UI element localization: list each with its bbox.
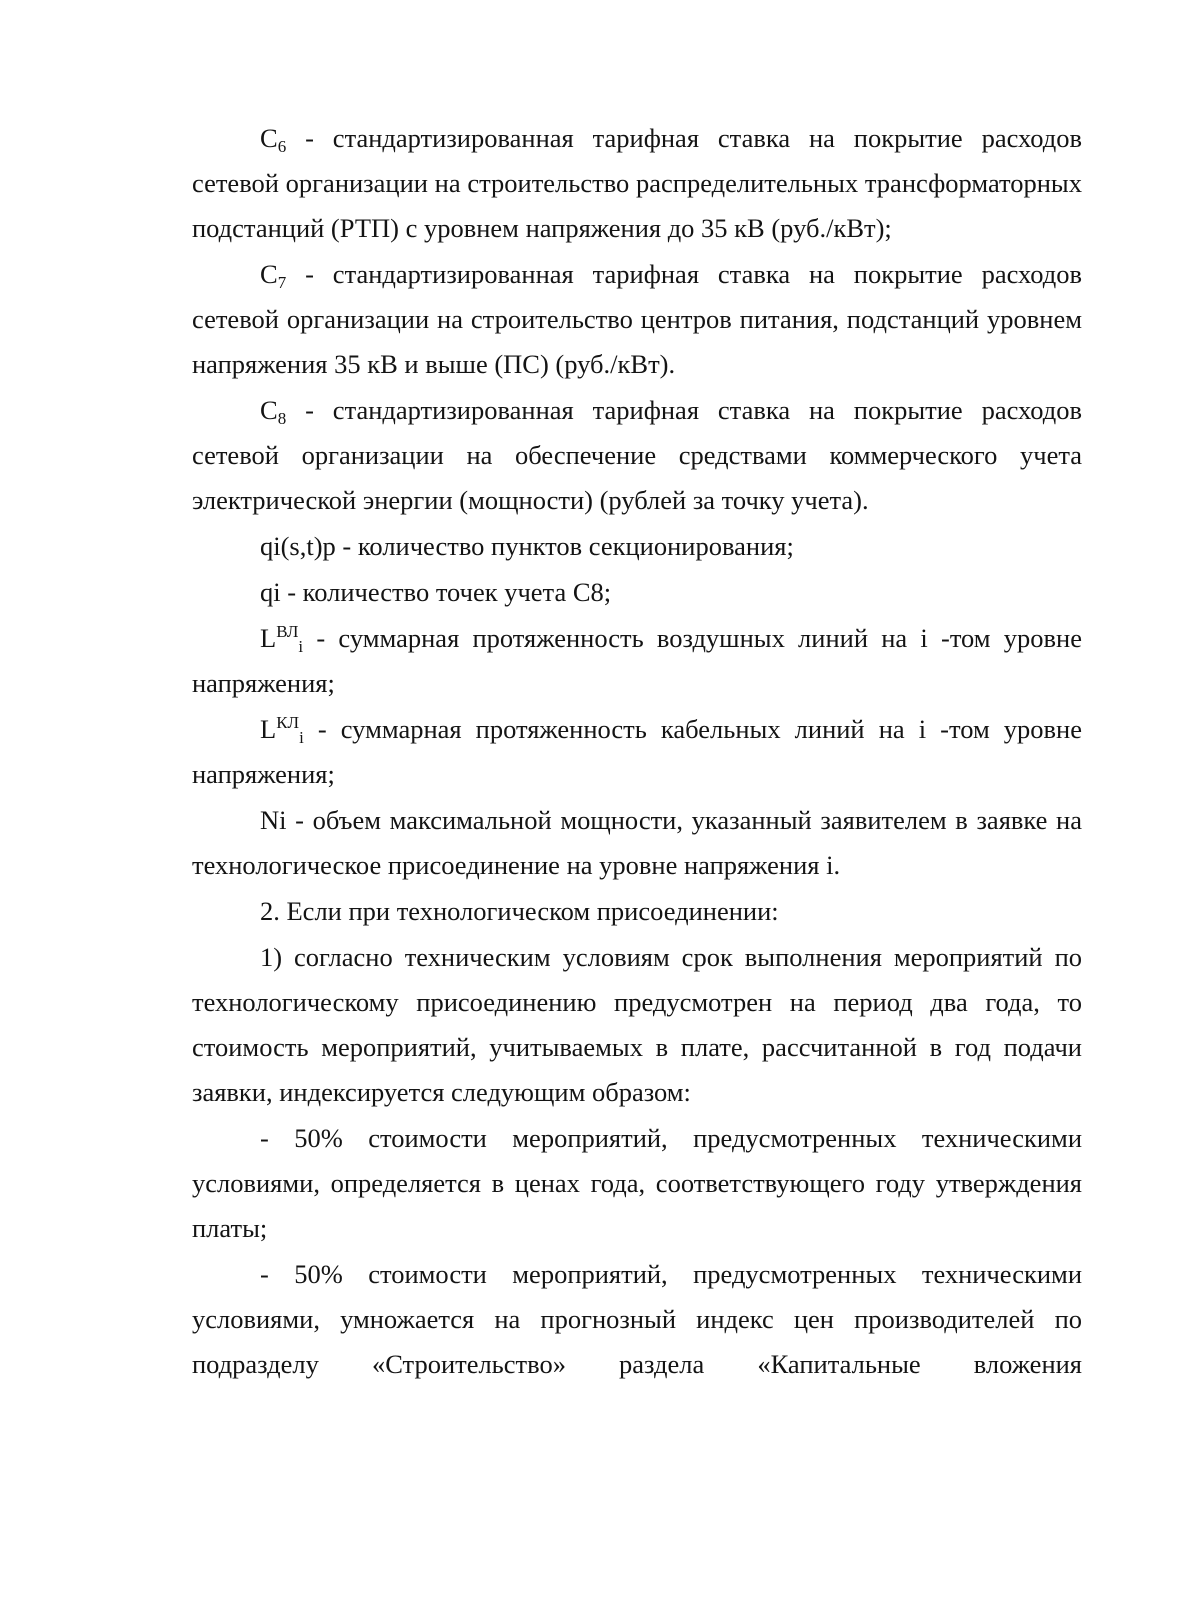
- document-body: [192, 116, 1082, 1388]
- paragraph-ni: Ni - объем максимальной мощности, указанный заявителем в заявке на технологическое присоединение на уровне напряжения i.: [192, 805, 1082, 880]
- symbol-c7: C: [260, 259, 278, 289]
- symbol-c8: C: [260, 395, 278, 425]
- paragraph-dash-2: - 50% стоимости мероприятий, предусмотренных техническими условиями, умножается на прогнозный индекс цен производителей по подразделу «Строительство» раздела «Капитальные вложения: [192, 1259, 1082, 1379]
- superscript-l-kl: КЛ: [276, 713, 300, 732]
- text-l-vl: - суммарная протяженность воздушных линий на i -том уровне напряжения;: [192, 623, 1082, 698]
- symbol-l-vl: L: [260, 623, 277, 653]
- text-c6: - стандартизированная тарифная ставка на покрытие расходов сетевой организации на строительство распределительных трансформаторных подстанций (РТП) с уровнем напряжения до 35 кВ (руб./кВт);: [192, 123, 1082, 243]
- paragraph-c7: [192, 252, 1082, 387]
- symbol-c6: C: [260, 123, 278, 153]
- paragraph-item-2-1: 1) согласно техническим условиям срок выполнения мероприятий по технологическому присоединению предусмотрен на период два года, то стоимость мероприятий, учитываемых в плате, рассчитанной в год подачи заявки, индексируется следующим образом:: [192, 942, 1082, 1107]
- paragraph-c8: [192, 388, 1082, 523]
- subscript-c6: 6: [277, 137, 287, 156]
- subscript-c7: 7: [277, 273, 287, 292]
- paragraph-c6: [192, 116, 1082, 251]
- symbol-l-kl: L: [260, 714, 277, 744]
- paragraph-l-kl: [192, 707, 1082, 797]
- subscript-l-vl: i: [298, 637, 304, 656]
- paragraph-l-vl: [192, 616, 1082, 706]
- subscript-c8: 8: [277, 409, 287, 428]
- text-l-kl: - суммарная протяженность кабельных линий на i -том уровне напряжения;: [192, 714, 1082, 789]
- text-c8: - стандартизированная тарифная ставка на покрытие расходов сетевой организации на обеспечение средствами коммерческого учета электрической энергии (мощности) (рублей за точку учета).: [192, 395, 1082, 515]
- paragraph-item-2: 2. Если при технологическом присоединении:: [260, 896, 779, 926]
- superscript-l-vl: ВЛ: [276, 622, 299, 641]
- paragraph-q-points: qi - количество точек учета С8;: [260, 577, 612, 607]
- text-c7: - стандартизированная тарифная ставка на покрытие расходов сетевой организации на строительство центров питания, подстанций уровнем напряжения 35 кВ и выше (ПС) (руб./кВт).: [192, 259, 1082, 379]
- paragraph-q-sections: qi(s,t)p - количество пунктов секционирования;: [260, 531, 794, 561]
- paragraph-dash-1: - 50% стоимости мероприятий, предусмотренных техническими условиями, определяется в ценах года, соответствующего году утверждения платы;: [192, 1123, 1082, 1243]
- subscript-l-kl: i: [299, 728, 304, 747]
